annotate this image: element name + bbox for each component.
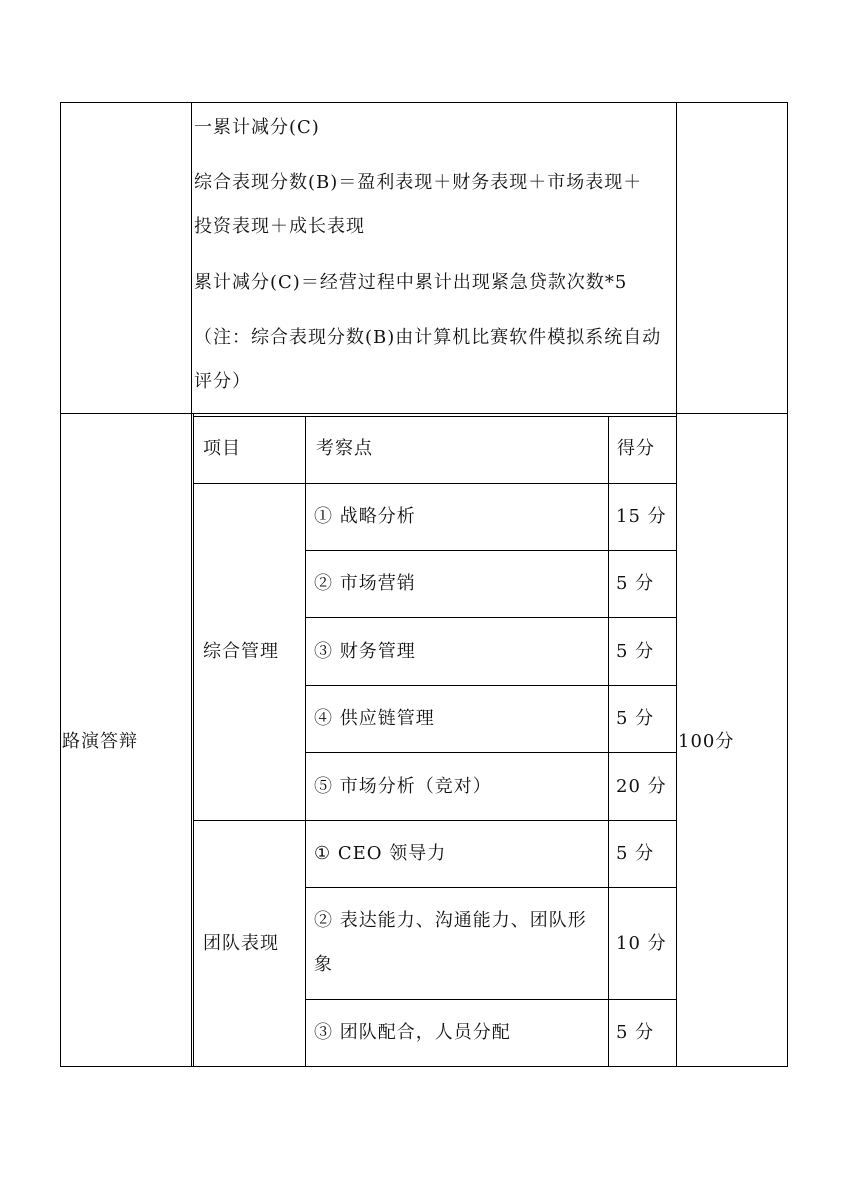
check-point: ⑤ 市场分析（竞对） (314, 776, 492, 797)
row-separator (305, 887, 676, 888)
formula-line: 投资表现＋成长表现 (194, 216, 365, 237)
outer-border-left (60, 102, 61, 1067)
check-point: ③ 财务管理 (314, 641, 416, 662)
check-point: ② 表达能力、沟通能力、团队形 (314, 910, 587, 931)
total-score: 100分 (678, 731, 735, 752)
check-score: 20 分 (616, 776, 667, 797)
column-divider-left-inner (193, 414, 194, 1067)
check-point: ① 战略分析 (314, 506, 416, 527)
check-score: 5 分 (616, 641, 655, 662)
formula-line: 一累计减分(C) (194, 117, 320, 138)
row-separator-group (193, 820, 676, 821)
row-separator (305, 550, 676, 551)
row-separator (305, 752, 676, 753)
row-separator (305, 685, 676, 686)
group-name: 团队表现 (203, 933, 279, 954)
formula-line: 累计减分(C)＝经营过程中累计出现紧急贷款次数*5 (194, 272, 628, 293)
column-divider-left (191, 102, 192, 1067)
note-line: （注：综合表现分数(B)由计算机比赛软件模拟系统自动 (194, 327, 662, 348)
row-separator-header (193, 483, 676, 484)
column-divider-right (676, 102, 677, 1067)
category-label: 路演答辩 (62, 731, 138, 752)
check-point: ① CEO 领导力 (314, 843, 447, 864)
check-point: ② 市场营销 (314, 573, 416, 594)
outer-border-right (787, 102, 788, 1067)
row-separator (305, 617, 676, 618)
check-point: ③ 团队配合，人员分配 (314, 1022, 511, 1043)
check-score: 5 分 (616, 708, 655, 729)
check-point-continued: 象 (314, 954, 333, 975)
check-score: 5 分 (616, 1022, 655, 1043)
row-separator (305, 999, 676, 1000)
check-score: 5 分 (616, 843, 655, 864)
header-score: 得分 (617, 438, 655, 459)
formula-line: 综合表现分数(B)＝盈利表现＋财务表现＋市场表现＋ (194, 172, 643, 193)
group-name: 综合管理 (203, 641, 279, 662)
note-line: 评分） (194, 371, 251, 392)
section-divider (60, 413, 788, 414)
header-item: 项目 (203, 438, 241, 459)
header-point: 考察点 (316, 438, 373, 459)
check-score: 5 分 (616, 573, 655, 594)
inner-col-point-score (608, 416, 609, 1067)
check-point: ④ 供应链管理 (314, 708, 435, 729)
outer-border-top (60, 102, 788, 103)
inner-border-top (193, 416, 676, 417)
outer-border-bottom (60, 1066, 788, 1067)
check-score: 10 分 (616, 933, 667, 954)
inner-col-item-point (305, 416, 306, 1067)
check-score: 15 分 (616, 506, 667, 527)
